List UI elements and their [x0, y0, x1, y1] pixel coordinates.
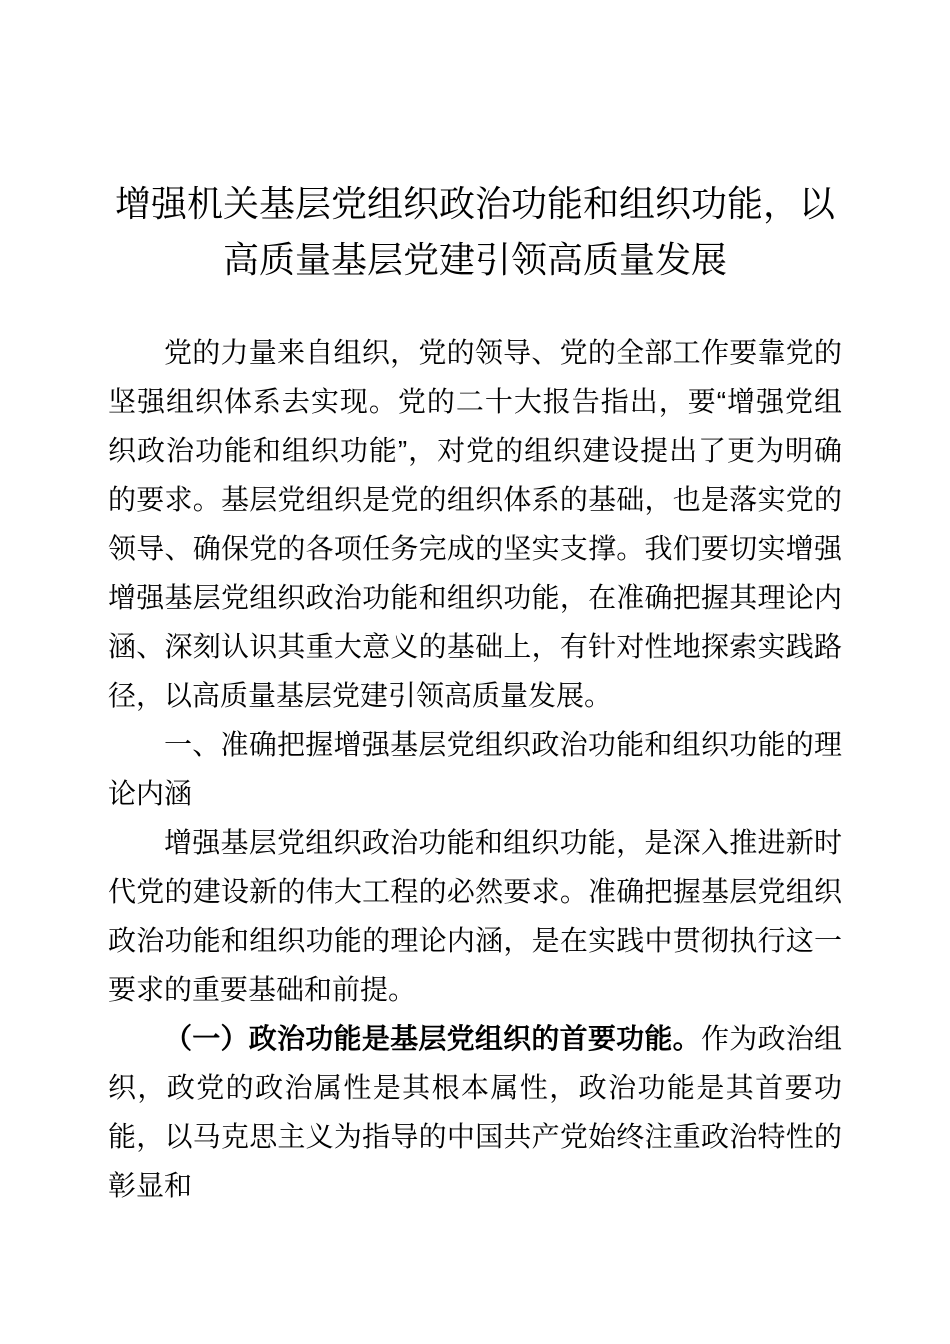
subsection-1-bold-lead: （一）政治功能是基层党组织的首要功能。: [164, 1023, 701, 1054]
document-title: 增强机关基层党组织政治功能和组织功能，以高质量基层党建引领高质量发展: [114, 183, 835, 280]
paragraph-section-1-intro: 增强基层党组织政治功能和组织功能，是深入推进新时代党的建设新的伟大工程的必然要求。准确把握基层党组织政治功能和组织功能的理论内涵，是在实践中贯彻执行这一要求的重要基础和前提。: [108, 827, 842, 1005]
paragraph-subsection-1: [108, 1014, 842, 1210]
paragraph-intro: 党的力量来自组织，党的领导、党的全部工作要靠党的坚强组织体系去实现。党的二十大报告指出，要“增强党组织政治功能和组织功能”，对党的组织建设提出了更为明确的要求。基层党组织是党的组织体系的基础，也是落实党的领导、确保党的各项任务完成的坚实支撑。我们要切实增强增强基层党组织政治功能和组织功能，在准确把握其理论内涵、深刻认识其重大意义的基础上，有针对性地探索实践路径，以高质量基层党建引领高质量发展。: [108, 337, 842, 711]
section-heading-1: 一、准确把握增强基层党组织政治功能和组织功能的理论内涵: [108, 729, 842, 809]
subsection-1-text: 作为政治组织，政党的政治属性是其根本属性，政治功能是其首要功能，以马克思主义为指导的中国共产党始终注重政治特性的彰显和: [108, 1023, 842, 1201]
document-body: [108, 328, 842, 1210]
